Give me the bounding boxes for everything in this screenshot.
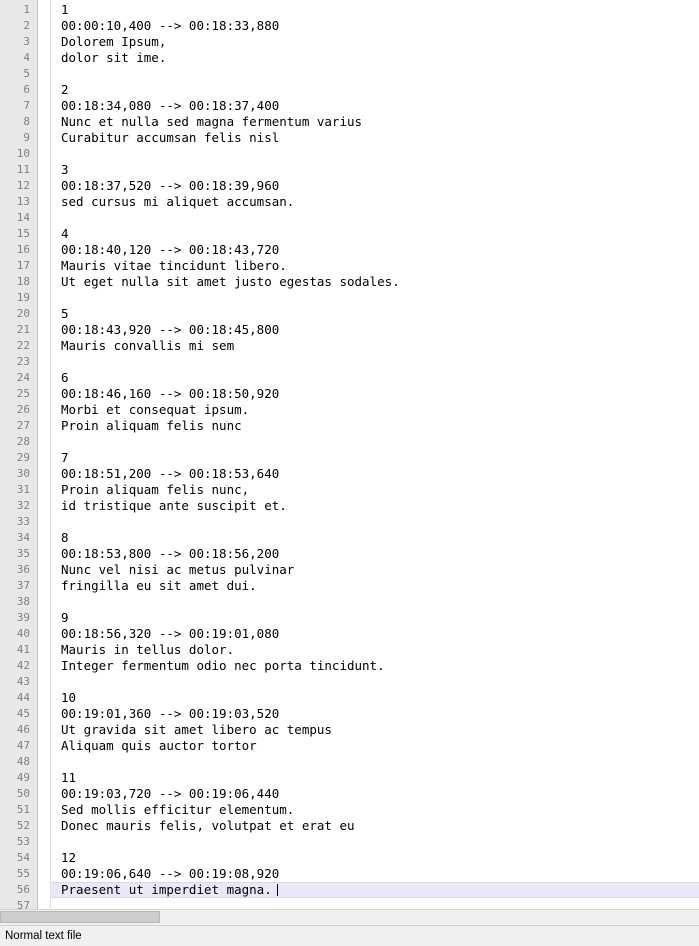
code-line[interactable]: Donec mauris felis, volutpat et erat eu bbox=[61, 818, 355, 833]
line-number: 35 bbox=[16, 547, 30, 560]
line-number: 18 bbox=[16, 275, 30, 288]
line-number: 27 bbox=[16, 419, 30, 432]
fold-marker[interactable] bbox=[38, 546, 50, 562]
line-number: 41 bbox=[16, 643, 30, 656]
code-line[interactable] bbox=[61, 434, 699, 450]
fold-marker[interactable] bbox=[38, 658, 50, 674]
line-number: 9 bbox=[23, 131, 30, 144]
code-line[interactable]: Integer fermentum odio nec porta tincidunt. bbox=[61, 658, 385, 673]
fold-marker[interactable] bbox=[38, 162, 50, 178]
line-number: 44 bbox=[16, 691, 30, 704]
line-number: 22 bbox=[16, 339, 30, 352]
fold-marker[interactable] bbox=[38, 706, 50, 722]
code-line[interactable]: 00:00:10,400 --> 00:18:33,880 bbox=[61, 18, 280, 33]
code-line[interactable]: 4 bbox=[61, 226, 69, 241]
text-content-area[interactable] bbox=[51, 0, 699, 909]
code-line[interactable] bbox=[61, 674, 699, 690]
fold-marker[interactable] bbox=[38, 466, 50, 482]
fold-marker[interactable] bbox=[38, 834, 50, 850]
line-number: 33 bbox=[16, 515, 30, 528]
fold-marker[interactable] bbox=[38, 50, 50, 66]
fold-marker[interactable] bbox=[38, 66, 50, 82]
fold-marker[interactable] bbox=[38, 482, 50, 498]
code-line[interactable] bbox=[61, 834, 699, 850]
code-line[interactable]: Dolorem Ipsum, bbox=[61, 34, 167, 49]
line-number: 51 bbox=[16, 803, 30, 816]
line-number: 50 bbox=[16, 787, 30, 800]
fold-marker[interactable] bbox=[38, 802, 50, 818]
code-line[interactable] bbox=[61, 754, 699, 770]
fold-marker[interactable] bbox=[38, 194, 50, 210]
line-number: 19 bbox=[16, 291, 30, 304]
code-line[interactable]: Nunc vel nisi ac metus pulvinar bbox=[61, 562, 295, 577]
code-line[interactable]: Ut eget nulla sit amet justo egestas sodales. bbox=[61, 274, 400, 289]
code-line[interactable]: 00:18:46,160 --> 00:18:50,920 bbox=[61, 386, 280, 401]
code-line[interactable]: Proin aliquam felis nunc bbox=[61, 418, 242, 433]
line-number: 21 bbox=[16, 323, 30, 336]
code-line[interactable]: 10 bbox=[61, 690, 77, 705]
horizontal-scrollbar-thumb[interactable] bbox=[0, 911, 160, 923]
code-line[interactable]: 00:18:40,120 --> 00:18:43,720 bbox=[61, 242, 280, 257]
code-line[interactable]: Mauris in tellus dolor. bbox=[61, 642, 235, 657]
line-number: 6 bbox=[23, 83, 30, 96]
status-file-type: Normal text file bbox=[5, 930, 82, 942]
fold-marker[interactable] bbox=[38, 610, 50, 626]
fold-marker[interactable] bbox=[38, 82, 50, 98]
code-line[interactable] bbox=[61, 898, 699, 909]
fold-marker[interactable] bbox=[38, 178, 50, 194]
code-line[interactable]: 6 bbox=[61, 370, 69, 385]
line-number: 13 bbox=[16, 195, 30, 208]
line-number: 42 bbox=[16, 659, 30, 672]
line-number: 5 bbox=[23, 67, 30, 80]
line-number: 16 bbox=[16, 243, 30, 256]
code-line[interactable]: 00:18:53,800 --> 00:18:56,200 bbox=[61, 546, 280, 561]
fold-marker[interactable] bbox=[38, 242, 50, 258]
code-line[interactable]: 9 bbox=[61, 610, 69, 625]
line-number: 56 bbox=[16, 883, 30, 896]
code-line[interactable] bbox=[61, 290, 699, 306]
code-line[interactable]: 8 bbox=[61, 530, 69, 545]
fold-marker[interactable] bbox=[38, 514, 50, 530]
line-number: 52 bbox=[16, 819, 30, 832]
code-line[interactable]: 00:19:01,360 --> 00:19:03,520 bbox=[61, 706, 280, 721]
line-number: 53 bbox=[16, 835, 30, 848]
fold-marker[interactable] bbox=[38, 786, 50, 802]
fold-marker[interactable] bbox=[38, 626, 50, 642]
line-number: 47 bbox=[16, 739, 30, 752]
line-number: 4 bbox=[23, 51, 30, 64]
fold-marker[interactable] bbox=[38, 322, 50, 338]
line-number: 48 bbox=[16, 755, 30, 768]
fold-marker[interactable] bbox=[38, 722, 50, 738]
fold-marker[interactable] bbox=[38, 850, 50, 866]
line-number: 32 bbox=[16, 499, 30, 512]
code-line[interactable]: id tristique ante suscipit et. bbox=[61, 498, 287, 513]
line-number: 7 bbox=[23, 99, 30, 112]
line-number: 34 bbox=[16, 531, 30, 544]
code-line[interactable] bbox=[61, 146, 699, 162]
line-number: 2 bbox=[23, 19, 30, 32]
line-number: 12 bbox=[16, 179, 30, 192]
line-number: 45 bbox=[16, 707, 30, 720]
fold-marker[interactable] bbox=[38, 898, 50, 909]
code-line[interactable]: Aliquam quis auctor tortor bbox=[61, 738, 257, 753]
code-line[interactable] bbox=[61, 514, 699, 530]
line-number: 26 bbox=[16, 403, 30, 416]
fold-marker[interactable] bbox=[38, 402, 50, 418]
fold-marker[interactable] bbox=[38, 306, 50, 322]
code-line[interactable]: fringilla eu sit amet dui. bbox=[61, 578, 257, 593]
fold-marker[interactable] bbox=[38, 386, 50, 402]
line-number: 55 bbox=[16, 867, 30, 880]
fold-marker[interactable] bbox=[38, 578, 50, 594]
fold-marker[interactable] bbox=[38, 418, 50, 434]
line-number: 57 bbox=[16, 899, 30, 909]
line-number: 25 bbox=[16, 387, 30, 400]
code-line[interactable]: Morbi et consequat ipsum. bbox=[61, 402, 250, 417]
code-line[interactable] bbox=[61, 210, 699, 226]
code-line[interactable]: 2 bbox=[61, 82, 69, 97]
fold-marker[interactable] bbox=[38, 530, 50, 546]
fold-marker[interactable] bbox=[38, 434, 50, 450]
line-number: 8 bbox=[23, 115, 30, 128]
code-line[interactable] bbox=[61, 354, 699, 370]
line-number: 28 bbox=[16, 435, 30, 448]
fold-marker[interactable] bbox=[38, 34, 50, 50]
line-number: 37 bbox=[16, 579, 30, 592]
fold-marker[interactable] bbox=[38, 18, 50, 34]
code-line[interactable]: Proin aliquam felis nunc, bbox=[61, 482, 250, 497]
fold-marker[interactable] bbox=[38, 562, 50, 578]
code-line[interactable]: Ut gravida sit amet libero ac tempus bbox=[61, 722, 332, 737]
fold-marker[interactable] bbox=[38, 674, 50, 690]
line-number: 29 bbox=[16, 451, 30, 464]
code-line[interactable]: 3 bbox=[61, 162, 69, 177]
line-number: 36 bbox=[16, 563, 30, 576]
code-line[interactable]: 00:18:34,080 --> 00:18:37,400 bbox=[61, 98, 280, 113]
code-line[interactable]: 00:18:56,320 --> 00:19:01,080 bbox=[61, 626, 280, 641]
code-line[interactable]: 1 bbox=[61, 2, 69, 17]
code-line[interactable]: Curabitur accumsan felis nisl bbox=[61, 130, 280, 145]
fold-marker[interactable] bbox=[38, 594, 50, 610]
code-line[interactable]: 11 bbox=[61, 770, 77, 785]
line-number: 10 bbox=[16, 147, 30, 160]
line-number: 30 bbox=[16, 467, 30, 480]
line-number: 3 bbox=[23, 35, 30, 48]
line-number: 46 bbox=[16, 723, 30, 736]
fold-marker[interactable] bbox=[38, 370, 50, 386]
line-number: 49 bbox=[16, 771, 30, 784]
fold-marker[interactable] bbox=[38, 450, 50, 466]
code-line[interactable]: 5 bbox=[61, 306, 69, 321]
fold-marker[interactable] bbox=[38, 882, 50, 898]
line-number: 17 bbox=[16, 259, 30, 272]
horizontal-scrollbar[interactable] bbox=[0, 909, 699, 925]
line-number: 23 bbox=[16, 355, 30, 368]
code-line[interactable]: dolor sit ime. bbox=[61, 50, 167, 65]
fold-marker[interactable] bbox=[38, 354, 50, 370]
fold-marker[interactable] bbox=[38, 338, 50, 354]
code-line[interactable]: Nunc et nulla sed magna fermentum varius bbox=[61, 114, 363, 129]
code-line[interactable]: 7 bbox=[61, 450, 69, 465]
code-line[interactable]: sed cursus mi aliquet accumsan. bbox=[61, 194, 295, 209]
code-line[interactable]: 00:18:51,200 --> 00:18:53,640 bbox=[61, 466, 280, 481]
fold-marker[interactable] bbox=[38, 274, 50, 290]
line-number: 24 bbox=[16, 371, 30, 384]
line-number-gutter bbox=[0, 0, 38, 909]
line-number: 43 bbox=[16, 675, 30, 688]
code-line[interactable] bbox=[61, 66, 699, 82]
line-number: 38 bbox=[16, 595, 30, 608]
fold-marker[interactable] bbox=[38, 98, 50, 114]
fold-marker[interactable] bbox=[38, 498, 50, 514]
fold-marker[interactable] bbox=[38, 642, 50, 658]
code-line[interactable] bbox=[61, 594, 699, 610]
code-line[interactable]: Mauris vitae tincidunt libero. bbox=[61, 258, 287, 273]
fold-marker[interactable] bbox=[38, 130, 50, 146]
status-bar bbox=[0, 925, 699, 946]
line-number: 40 bbox=[16, 627, 30, 640]
line-number: 14 bbox=[16, 211, 30, 224]
code-line[interactable]: Sed mollis efficitur elementum. bbox=[61, 802, 295, 817]
fold-marker[interactable] bbox=[38, 226, 50, 242]
line-number: 54 bbox=[16, 851, 30, 864]
line-number: 15 bbox=[16, 227, 30, 240]
line-number: 31 bbox=[16, 483, 30, 496]
fold-marker[interactable] bbox=[38, 210, 50, 226]
line-number: 11 bbox=[16, 163, 30, 176]
fold-marker[interactable] bbox=[38, 818, 50, 834]
code-line[interactable]: Mauris convallis mi sem bbox=[61, 338, 235, 353]
fold-marker[interactable] bbox=[38, 738, 50, 754]
fold-marker[interactable] bbox=[38, 866, 50, 882]
line-number: 1 bbox=[23, 3, 30, 16]
fold-marker[interactable] bbox=[38, 690, 50, 706]
line-number: 39 bbox=[16, 611, 30, 624]
fold-marker[interactable] bbox=[38, 146, 50, 162]
fold-marker[interactable] bbox=[38, 290, 50, 306]
code-line-current[interactable]: Praesent ut imperdiet magna. bbox=[51, 882, 699, 898]
code-folding-column[interactable] bbox=[38, 0, 51, 909]
fold-marker[interactable] bbox=[38, 114, 50, 130]
fold-marker[interactable] bbox=[38, 258, 50, 274]
code-line[interactable]: 00:19:06,640 --> 00:19:08,920 bbox=[61, 866, 280, 881]
text-caret bbox=[277, 884, 278, 896]
code-line[interactable]: 00:19:03,720 --> 00:19:06,440 bbox=[61, 786, 280, 801]
code-line[interactable]: 12 bbox=[61, 850, 77, 865]
line-number: 20 bbox=[16, 307, 30, 320]
code-line[interactable]: 00:18:37,520 --> 00:18:39,960 bbox=[61, 178, 280, 193]
fold-marker[interactable] bbox=[38, 2, 50, 18]
fold-marker[interactable] bbox=[38, 754, 50, 770]
fold-marker[interactable] bbox=[38, 770, 50, 786]
code-line[interactable]: 00:18:43,920 --> 00:18:45,800 bbox=[61, 322, 280, 337]
